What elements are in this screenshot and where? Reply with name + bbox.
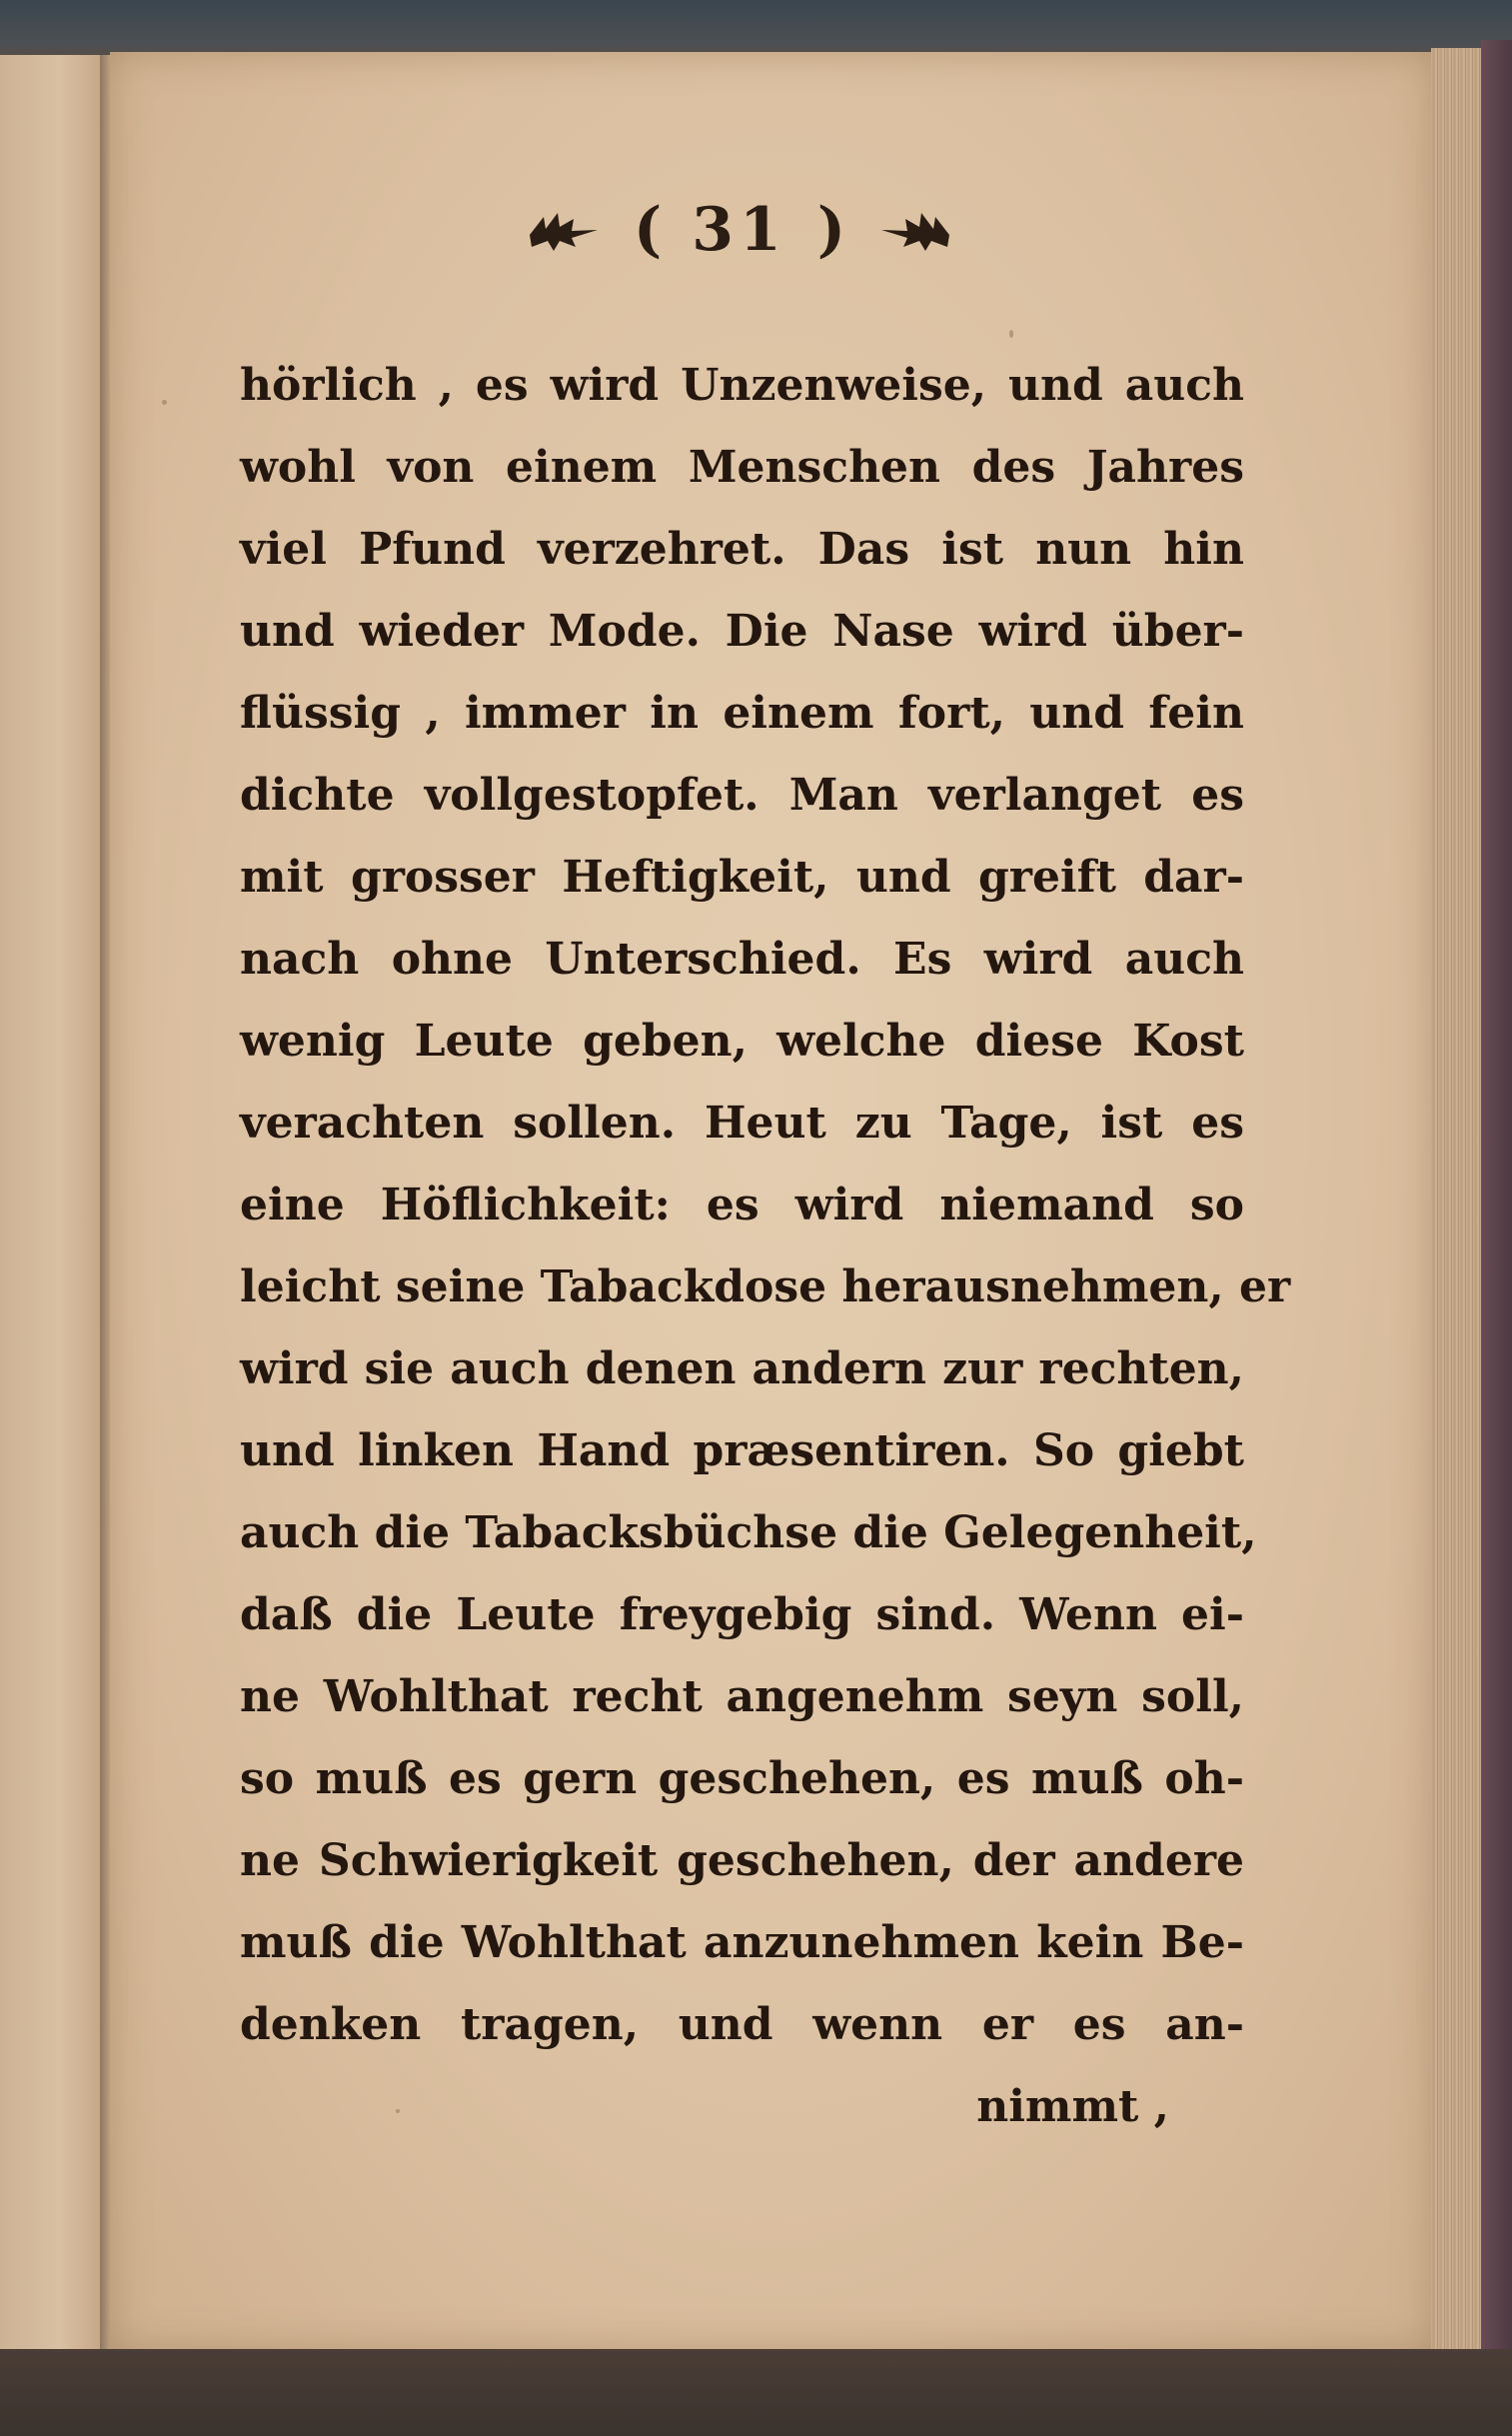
text-line: leicht seine Tabackdose herausnehmen, er (240, 1261, 1291, 1312)
text-line: wenig Leute geben, welche diese Kost (240, 1016, 1244, 1067)
text-line: auch die Tabacksbüchse die Gelegenheit, (240, 1507, 1257, 1558)
catchword: nimmt , (976, 2081, 1169, 2132)
book-cover-right (1481, 40, 1512, 2379)
text-line: mit grosser Heftigkeit, und greift dar- (240, 852, 1244, 903)
text-line: verachten sollen. Heut zu Tage, ist es (240, 1098, 1244, 1149)
text-line: und linken Hand præsentiren. So giebt (240, 1425, 1244, 1476)
text-line: nach ohne Unterschied. Es wird auch (240, 934, 1244, 985)
close-paren: ) (816, 195, 846, 265)
page-header (440, 185, 1039, 275)
open-paren: ( (633, 195, 663, 265)
text-line: ne Schwierigkeit geschehen, der andere (240, 1835, 1244, 1886)
left-ornament-icon (524, 205, 604, 255)
text-line: und wieder Mode. Die Nase wird über- (240, 606, 1244, 657)
left-page-edge (0, 55, 102, 2374)
book-cover-bottom (0, 2349, 1512, 2436)
text-line: dichte vollgestopfet. Man verlanget es (240, 770, 1244, 821)
page-edges (1431, 48, 1481, 2352)
page-text (240, 345, 1291, 2148)
page-number: 31 (692, 195, 787, 265)
text-line: muß die Wohlthat anzunehmen kein Be- (240, 1917, 1244, 1968)
right-ornament-icon (875, 205, 955, 255)
text-line: ne Wohlthat recht angenehm seyn soll, (240, 1671, 1244, 1722)
text-line: wird sie auch denen andern zur rechten, (240, 1343, 1244, 1394)
paper-speck (396, 2109, 400, 2113)
text-line: daß die Leute freygebig sind. Wenn ei- (240, 1589, 1244, 1640)
text-line: so muß es gern geschehen, es muß oh- (240, 1753, 1244, 1804)
text-line: eine Höflichkeit: es wird niemand so (240, 1180, 1244, 1230)
text-line: flüssig , immer in einem fort, und fein (240, 688, 1244, 739)
paper-speck (1009, 330, 1013, 338)
text-line: denken tragen, und wenn er es an- (240, 1999, 1244, 2050)
text-line: viel Pfund verzehret. Das ist nun hin (240, 524, 1244, 575)
text-line: wohl von einem Menschen des Jahres (240, 442, 1244, 493)
paper-speck (162, 400, 167, 405)
text-line: hörlich , es wird Unzenweise, und auch (240, 360, 1244, 411)
